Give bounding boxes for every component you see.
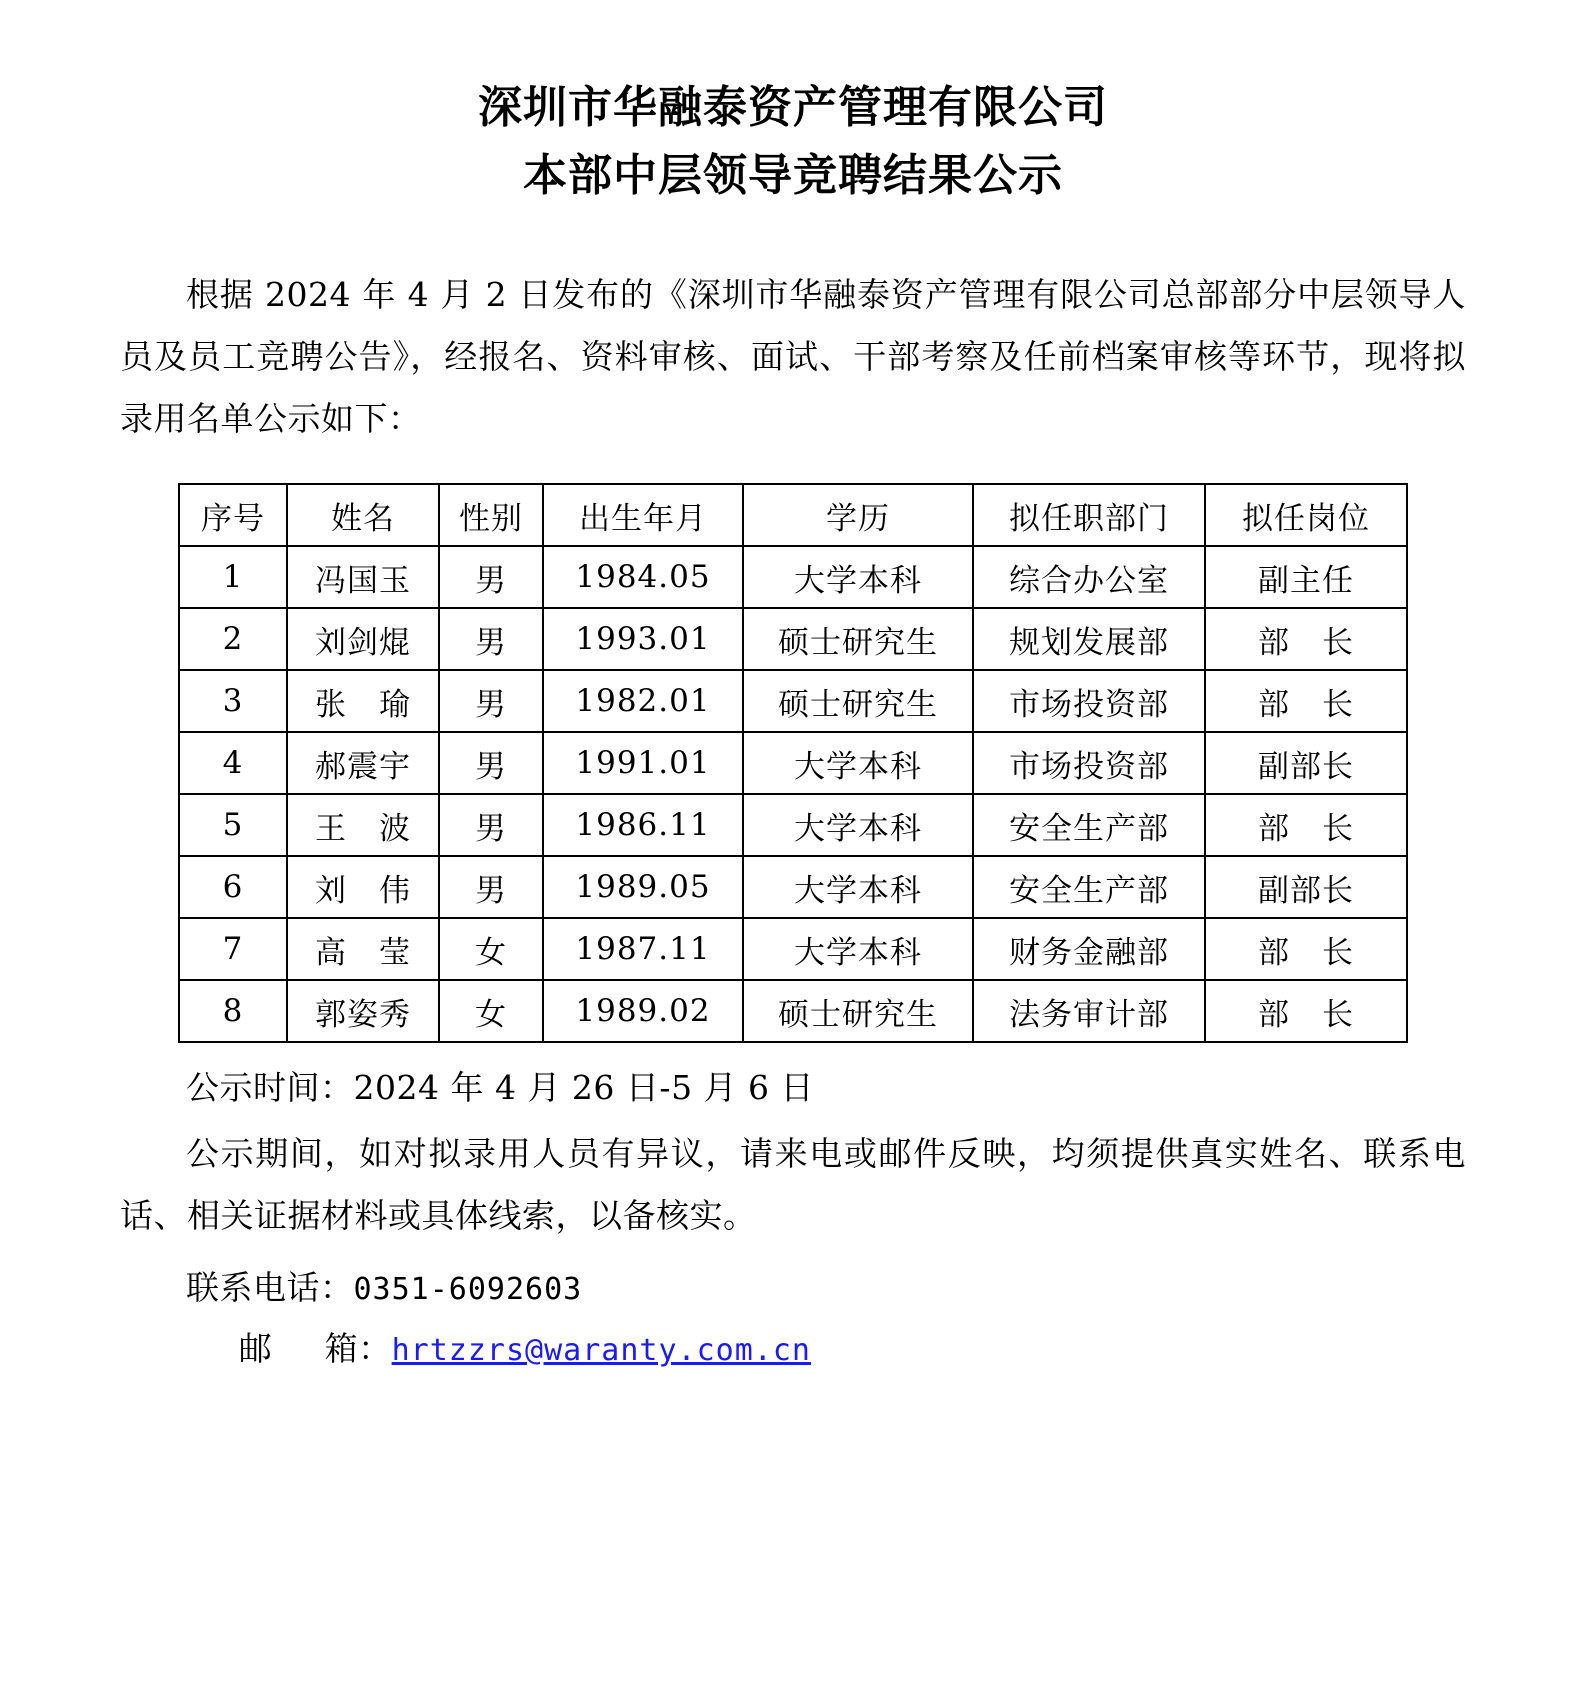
table-cell: 硕士研究生	[743, 608, 973, 670]
table-cell: 部 长	[1205, 794, 1407, 856]
table-cell: 副部长	[1205, 732, 1407, 794]
table-header-cell: 学历	[743, 484, 973, 546]
table-row	[179, 856, 1407, 918]
contact-section	[120, 1257, 1466, 1380]
table-cell: 女	[439, 980, 543, 1042]
candidate-table	[178, 483, 1408, 1043]
table-cell: 1989.02	[543, 980, 743, 1042]
phone-value: 0351-6092603	[353, 1271, 583, 1307]
table-header-cell: 拟任职部门	[973, 484, 1205, 546]
table-header-cell: 序号	[179, 484, 287, 546]
table-header-cell: 拟任岗位	[1205, 484, 1407, 546]
table-cell: 5	[179, 794, 287, 856]
email-line	[120, 1318, 1466, 1380]
table-cell: 硕士研究生	[743, 980, 973, 1042]
table-row	[179, 732, 1407, 794]
table-cell: 1989.05	[543, 856, 743, 918]
table-row	[179, 546, 1407, 608]
table-cell: 大学本科	[743, 794, 973, 856]
email-label-first: 邮	[238, 1329, 325, 1369]
intro-paragraph: 根据 2024 年 4 月 2 日发布的《深圳市华融泰资产管理有限公司总部部分中层领导人员及员工竞聘公告》，经报名、资料审核、面试、干部考察及任前档案审核等环节，现将拟录用名单公示如下：	[120, 275, 1466, 438]
table-cell: 财务金融部	[973, 918, 1205, 980]
table-cell: 刘 伟	[287, 856, 439, 918]
table-cell: 部 长	[1205, 980, 1407, 1042]
table-cell: 男	[439, 732, 543, 794]
table-row	[179, 794, 1407, 856]
document-title	[120, 74, 1466, 210]
phone-label: 联系电话：	[186, 1267, 354, 1307]
table-cell: 市场投资部	[973, 732, 1205, 794]
table-cell: 2	[179, 608, 287, 670]
email-link[interactable]: hrtzzrs@waranty.com.cn	[391, 1333, 811, 1369]
title-line-2: 本部中层领导竞聘结果公示	[523, 150, 1063, 202]
table-cell: 综合办公室	[973, 546, 1205, 608]
objection-paragraph: 公示期间，如对拟录用人员有异议，请来电或邮件反映，均须提供真实姓名、联系电话、相关证据材料或具体线索，以备核实。	[120, 1134, 1466, 1235]
table-cell: 冯国玉	[287, 546, 439, 608]
table-cell: 6	[179, 856, 287, 918]
table-cell: 1993.01	[543, 608, 743, 670]
table-cell: 1984.05	[543, 546, 743, 608]
table-header-row	[179, 484, 1407, 546]
table-cell: 硕士研究生	[743, 670, 973, 732]
table-cell: 规划发展部	[973, 608, 1205, 670]
table-row	[179, 918, 1407, 980]
table-cell: 1982.01	[543, 670, 743, 732]
table-cell: 1987.11	[543, 918, 743, 980]
table-cell: 王 波	[287, 794, 439, 856]
table-cell: 男	[439, 546, 543, 608]
table-header-cell: 出生年月	[543, 484, 743, 546]
table-cell: 安全生产部	[973, 856, 1205, 918]
table-cell: 副部长	[1205, 856, 1407, 918]
table-cell: 男	[439, 670, 543, 732]
table-cell: 大学本科	[743, 856, 973, 918]
table-cell: 大学本科	[743, 918, 973, 980]
table-cell: 安全生产部	[973, 794, 1205, 856]
table-cell: 大学本科	[743, 732, 973, 794]
table-cell: 郭姿秀	[287, 980, 439, 1042]
table-cell: 1986.11	[543, 794, 743, 856]
table-cell: 1	[179, 546, 287, 608]
table-cell: 女	[439, 918, 543, 980]
table-cell: 市场投资部	[973, 670, 1205, 732]
table-cell: 高 莹	[287, 918, 439, 980]
table-cell: 郝震宇	[287, 732, 439, 794]
objection-section	[120, 1123, 1466, 1246]
post-table-section	[120, 1057, 1466, 1119]
table-cell: 部 长	[1205, 918, 1407, 980]
table-cell: 4	[179, 732, 287, 794]
table-cell: 男	[439, 608, 543, 670]
table-cell: 7	[179, 918, 287, 980]
title-line-1: 深圳市华融泰资产管理有限公司	[478, 82, 1108, 133]
table-cell: 1991.01	[543, 732, 743, 794]
table-cell: 男	[439, 794, 543, 856]
table-cell: 部 长	[1205, 608, 1407, 670]
table-header-cell: 性别	[439, 484, 543, 546]
table-cell: 张 瑜	[287, 670, 439, 732]
email-label-second: 箱：	[324, 1329, 392, 1369]
table-cell: 部 长	[1205, 670, 1407, 732]
phone-line	[120, 1257, 1466, 1319]
publicity-period: 公示时间：2024 年 4 月 26 日-5 月 6 日	[186, 1068, 815, 1108]
table-cell: 8	[179, 980, 287, 1042]
table-row	[179, 608, 1407, 670]
table-cell: 副主任	[1205, 546, 1407, 608]
table-header-cell: 姓名	[287, 484, 439, 546]
table-row	[179, 980, 1407, 1042]
table-cell: 男	[439, 856, 543, 918]
table-row	[179, 670, 1407, 732]
table-cell: 刘剑焜	[287, 608, 439, 670]
table-cell: 大学本科	[743, 546, 973, 608]
table-cell: 3	[179, 670, 287, 732]
table-cell: 法务审计部	[973, 980, 1205, 1042]
